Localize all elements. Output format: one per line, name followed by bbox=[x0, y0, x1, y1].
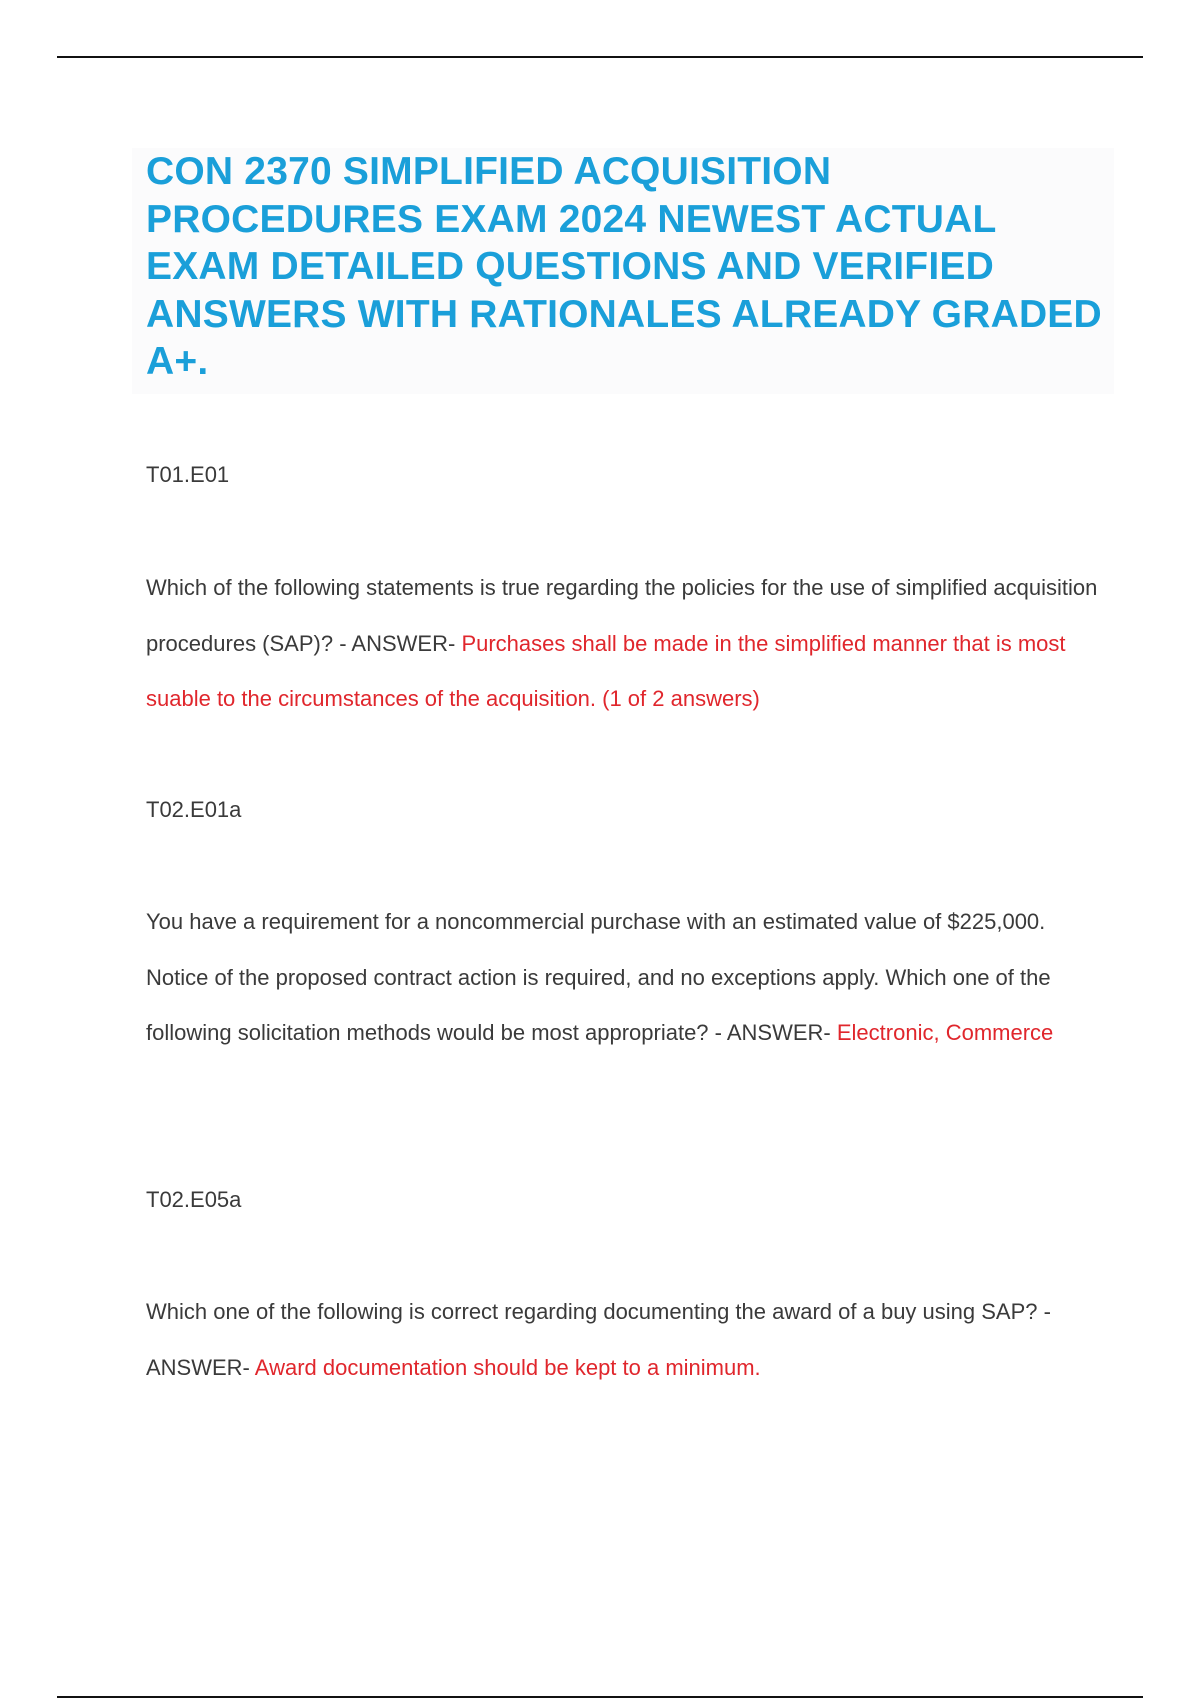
question-text bbox=[146, 1284, 1106, 1395]
question-id: T02.E05a bbox=[146, 1187, 242, 1212]
title-block bbox=[132, 148, 1114, 394]
answer-text: Purchases shall be made in the simplified manner that is most suable to the circumstances of the acquisition. (1 of 2 answers) bbox=[146, 630, 1066, 711]
document-title: CON 2370 SIMPLIFIED ACQUISITION PROCEDURES EXAM 2024 NEWEST ACTUAL EXAM DETAILED QUESTIONS AND VERIFIED ANSWERS WITH RATIONALES ALREADY GRADED A+. bbox=[146, 150, 1102, 383]
question-prompt: Which of the following statements is true regarding the policies for the use of simplified acquisition procedures (SAP)? - ANSWER- bbox=[146, 575, 1098, 656]
top-rule bbox=[57, 56, 1143, 58]
question-text bbox=[146, 560, 1106, 727]
answer-text: Award documentation should be kept to a minimum. bbox=[254, 1354, 761, 1380]
question-id: T02.E01a bbox=[146, 797, 242, 822]
question-id: T01.E01 bbox=[146, 462, 230, 487]
bottom-rule bbox=[57, 1696, 1143, 1698]
question-prompt: You have a requirement for a noncommercial purchase with an estimated value of $225,000. Notice of the proposed contract action is required, and no exceptions apply. Which one of the following solicitation methods would be most appropriate? - ANSWER- bbox=[146, 909, 1051, 1045]
question-text bbox=[146, 894, 1106, 1061]
question-prompt: Which one of the following is correct regarding documenting the award of a buy using SAP? - ANSWER- bbox=[146, 1299, 1051, 1380]
answer-text: Electronic, Commerce bbox=[836, 1020, 1054, 1045]
